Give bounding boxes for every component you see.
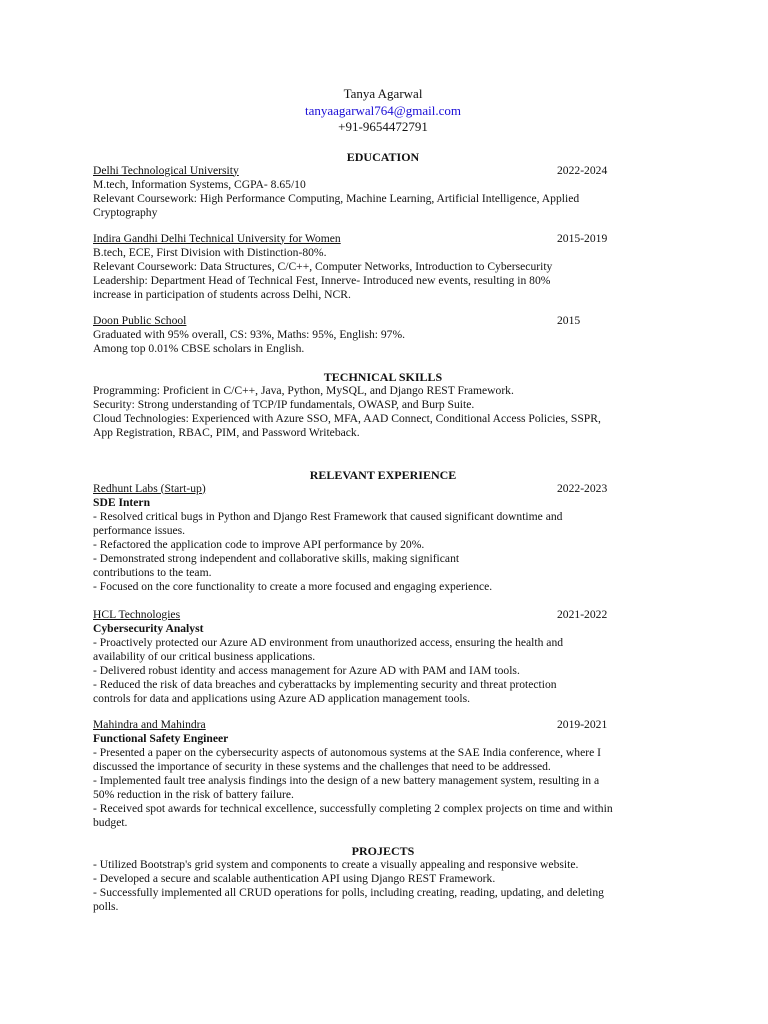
education-detail: Among top 0.01% CBSE scholars in English. bbox=[93, 341, 305, 355]
experience-detail: performance issues. bbox=[93, 523, 186, 537]
skill-line: Security: Strong understanding of TCP/IP fundamentals, OWASP, and Burp Suite. bbox=[93, 397, 475, 411]
experience-role: Functional Safety Engineer bbox=[93, 731, 229, 745]
education-institution: Indira Gandhi Delhi Technical University for Women bbox=[93, 231, 341, 245]
skill-line: Programming: Proficient in C/C++, Java, Python, MySQL, and Django REST Framework. bbox=[93, 383, 514, 397]
experience-detail: - Refactored the application code to improve API performance by 20%. bbox=[93, 537, 425, 551]
experience-detail: budget. bbox=[93, 815, 128, 829]
experience-company: Mahindra and Mahindra bbox=[93, 717, 206, 731]
experience-entry bbox=[93, 718, 673, 830]
experience-role: Cybersecurity Analyst bbox=[93, 621, 204, 635]
skill-line: App Registration, RBAC, PIM, and Password Writeback. bbox=[93, 425, 360, 439]
experience-detail: - Focused on the core functionality to create a more focused and engaging experience. bbox=[93, 579, 493, 593]
experience-detail: - Proactively protected our Azure AD environment from unauthorized access, ensuring the health and bbox=[93, 635, 564, 649]
experience-entry bbox=[93, 482, 673, 594]
education-dates: 2015 bbox=[557, 313, 581, 327]
resume-header bbox=[93, 86, 673, 136]
experience-detail: - Resolved critical bugs in Python and Django Rest Framework that caused significant downtime and bbox=[93, 509, 563, 523]
experience-dates: 2021-2022 bbox=[557, 607, 608, 621]
projects-list bbox=[93, 858, 673, 914]
experience-detail: - Implemented fault tree analysis findings into the design of a new battery management system, resulting in a bbox=[93, 773, 600, 787]
experience-heading: RELEVANT EXPERIENCE bbox=[309, 467, 457, 482]
experience-dates: 2019-2021 bbox=[557, 717, 608, 731]
skills-list bbox=[93, 384, 673, 440]
experience-dates: 2022-2023 bbox=[557, 481, 608, 495]
education-institution: Doon Public School bbox=[93, 313, 187, 327]
education-detail: increase in participation of students across Delhi, NCR. bbox=[93, 287, 351, 301]
project-line: - Developed a secure and scalable authentication API using Django REST Framework. bbox=[93, 871, 496, 885]
education-entry bbox=[93, 314, 673, 356]
candidate-name: Tanya Agarwal bbox=[343, 86, 423, 101]
education-detail: Graduated with 95% overall, CS: 93%, Maths: 95%, English: 97%. bbox=[93, 327, 406, 341]
education-detail: Cryptography bbox=[93, 205, 158, 219]
experience-detail: 50% reduction in the risk of battery failure. bbox=[93, 787, 294, 801]
experience-company: Redhunt Labs (Start-up) bbox=[93, 481, 206, 495]
project-line: - Utilized Bootstrap's grid system and components to create a visually appealing and responsive website. bbox=[93, 857, 579, 871]
education-detail: B.tech, ECE, First Division with Distinction-80%. bbox=[93, 245, 327, 259]
experience-detail: contributions to the team. bbox=[93, 565, 212, 579]
education-detail: Leadership: Department Head of Technical Fest, Innerve- Introduced new events, resulting in 80% bbox=[93, 273, 551, 287]
experience-detail: - Reduced the risk of data breaches and cyberattacks by implementing security and threat protection bbox=[93, 677, 557, 691]
experience-entry bbox=[93, 608, 673, 706]
education-detail: M.tech, Information Systems, CGPA- 8.65/10 bbox=[93, 177, 306, 191]
experience-detail: - Received spot awards for technical excellence, successfully completing 2 complex projects on time and within bbox=[93, 801, 613, 815]
phone-number: +91-9654472791 bbox=[338, 119, 428, 134]
education-dates: 2015-2019 bbox=[557, 231, 608, 245]
education-heading: EDUCATION bbox=[346, 149, 420, 164]
experience-role: SDE Intern bbox=[93, 495, 151, 509]
projects-heading: PROJECTS bbox=[351, 843, 415, 858]
experience-detail: - Demonstrated strong independent and collaborative skills, making significant bbox=[93, 551, 460, 565]
experience-detail: - Delivered robust identity and access management for Azure AD with PAM and IAM tools. bbox=[93, 663, 520, 677]
email-link[interactable]: tanyaagarwal764@gmail.com bbox=[305, 102, 461, 118]
education-institution: Delhi Technological University bbox=[93, 163, 239, 177]
experience-detail: availability of our critical business applications. bbox=[93, 649, 316, 663]
resume-page bbox=[93, 86, 673, 914]
skill-line: Cloud Technologies: Experienced with Azure SSO, MFA, AAD Connect, Conditional Access Policies, SSPR, bbox=[93, 411, 601, 425]
experience-detail: - Presented a paper on the cybersecurity aspects of autonomous systems at the SAE India conference, where I bbox=[93, 745, 602, 759]
education-entry bbox=[93, 232, 673, 302]
education-detail: Relevant Coursework: Data Structures, C/C++, Computer Networks, Introduction to Cybersecurity bbox=[93, 259, 553, 273]
experience-company: HCL Technologies bbox=[93, 607, 181, 621]
project-line: polls. bbox=[93, 899, 119, 913]
experience-detail: discussed the importance of security in these systems and the challenges that need to be addressed. bbox=[93, 759, 551, 773]
education-dates: 2022-2024 bbox=[557, 163, 608, 177]
experience-detail: controls for data and applications using Azure AD application management tools. bbox=[93, 691, 471, 705]
project-line: - Successfully implemented all CRUD operations for polls, including creating, reading, updating, and deleting bbox=[93, 885, 604, 899]
education-entry bbox=[93, 164, 673, 220]
skills-heading: TECHNICAL SKILLS bbox=[323, 369, 443, 384]
education-detail: Relevant Coursework: High Performance Computing, Machine Learning, Artificial Intelligence, Applied bbox=[93, 191, 580, 205]
